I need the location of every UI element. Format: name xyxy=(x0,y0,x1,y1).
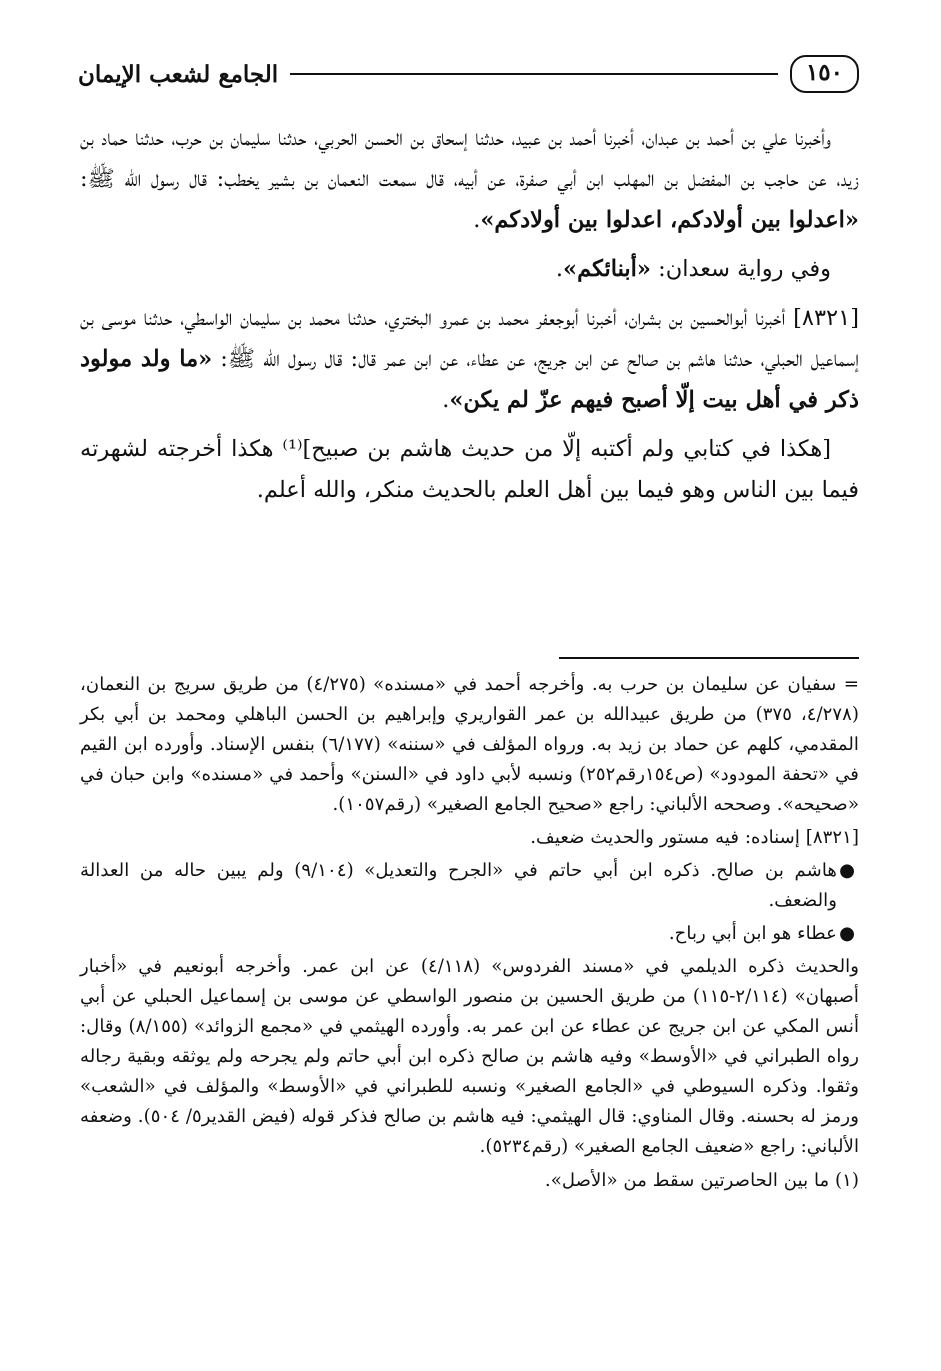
footnote-isnad: [٨٣٢١] إسناده: فيه مستور والحديث ضعيف. xyxy=(530,827,859,848)
paragraph-1 xyxy=(80,118,859,241)
page-number: ١٥٠ xyxy=(790,55,859,93)
footnote-bullet-1-text: هاشم بن صالح. ذكره ابن أبي حاتم في «الجرح والتعديل» (٩/١٠٤) ولم يبين حاله من العدالة والضعف. xyxy=(80,860,837,911)
paragraph-4: [هكذا في كتابي ولم أكتبه إلّا من حديث هاشم بن صبيح]⁽¹⁾ هكذا أخرجته لشهرته فيما بين الناس وهو فيما بين أهل العلم بالحديث منكر، والله أعلم. xyxy=(80,436,859,503)
footnote-1: (١) ما بين الحاصرتين سقط من «الأصل». xyxy=(544,1170,859,1191)
page-header xyxy=(78,48,859,100)
footnote-bullet-2-text: عطاء هو ابن أبي رباح. xyxy=(668,923,837,944)
footnote-bullet-2 xyxy=(80,919,859,949)
bullet-icon: ● xyxy=(839,923,855,944)
footnote-separator xyxy=(559,657,859,659)
paragraph-2 xyxy=(80,249,859,290)
header-rule xyxy=(290,73,778,75)
footnotes xyxy=(80,670,859,1199)
main-text xyxy=(80,118,859,519)
footnote-bullet-1 xyxy=(80,856,859,916)
paragraph-3-text: [٨٣٢١] أخبرنا أبوالحسين بن بشران، أخبرنا أبوجعفر محمد بن عمرو البختري، حدثنا محمد بن سليمان الواسطي، حدثنا موسى بن إسماعيل الحبلي، حدثنا هاشم بن صالح عن ابن جريج، عن عطاء، عن ابن عمر قال: قال رسول الله ﷺ: xyxy=(80,305,860,372)
footnote-takhrij: والحديث ذكره الديلمي في «مسند الفردوس» (٤/١١٨) عن ابن عمر. وأخرجه أبونعيم في «أخبار أصبهان» (٢/١١٤-١١٥) من طريق الحسين بن منصور الواسطي عن موسى بن إسماعيل الحبلي عن أبي أنس المكي عن ابن جريج عن عطاء عن ابن عمر به. وأورده الهيثمي في «مجمع الزوائد» (٨/١٥٥) وقال: رواه الطبراني في «الأوسط» وفيه هاشم بن صالح ذكره ابن أبي حاتم ولم يجرحه ولم يوثقه وبقية رجاله وثقوا. وذكره السيوطي في «الجامع الصغير» ونسبه للطبراني في «الأوسط» والمؤلف في «الشعب» ورمز له بحسنه. وقال المناوي: قال الهيثمي: فيه هاشم بن صالح فذكر قوله (فيض القدير٥/ ٥٠٤). وضعفه الألباني: راجع «ضعيف الجامع الصغير» (رقم٥٢٣٤). xyxy=(80,956,859,1157)
paragraph-3 xyxy=(80,298,859,421)
hadith-text-2: «ما ولد مولود ذكر في أهل بيت إلّا أصبح فيهم عزّ لم يكن» xyxy=(80,346,859,413)
paragraph-1-text: وأخبرنا علي بن أحمد بن عبدان، أخبرنا أحمد بن عبيد، حدثنا إسحاق بن الحسن الحربي، حدثنا سليمان بن حرب، حدثنا حماد بن زيد، عن حاجب بن المفضل بن المهلب ابن أبي صفرة، عن أبيه، قال سمعت النعمان بن بشير يخطب: قال رسول الله ﷺ: xyxy=(80,125,859,192)
paragraph-1-end: . xyxy=(473,207,481,233)
paragraph-2-text: وفي رواية سعدان: xyxy=(650,256,831,282)
footnote-continuation: = سفيان عن سليمان بن حرب به. وأخرجه أحمد في «مسنده» (٤/٢٧٥) من طريق سريج بن النعمان، (٤/٢٧٨، ٣٧٥) من طريق عبيدالله بن عمر القواريري وإبراهيم بن الحسن الباهلي ومحمد بن أبي بكر المقدمي، كلهم عن حماد بن زيد به. ورواه المؤلف في «سننه» (٦/١٧٧) بنفس الإسناد. وأورده ابن القيم في «تحفة المودود» (ص١٥٤رقم٢٥٢) ونسبه لأبي داود في «السنن» وأحمد في «مسنده» وابن حبان في «صحيحه». وصححه الألباني: راجع «صحيح الجامع الصغير» (رقم١٠٥٧). xyxy=(80,674,860,815)
paragraph-3-end: . xyxy=(442,387,450,413)
variant-wording: «أبنائكم» xyxy=(563,256,651,282)
hadith-text-1: «اعدلوا بين أولادكم، اعدلوا بين أولادكم» xyxy=(480,207,859,233)
paragraph-2-end: . xyxy=(555,256,564,282)
running-title: الجامع لشعب الإيمان xyxy=(78,60,279,88)
bullet-icon: ● xyxy=(839,860,855,881)
